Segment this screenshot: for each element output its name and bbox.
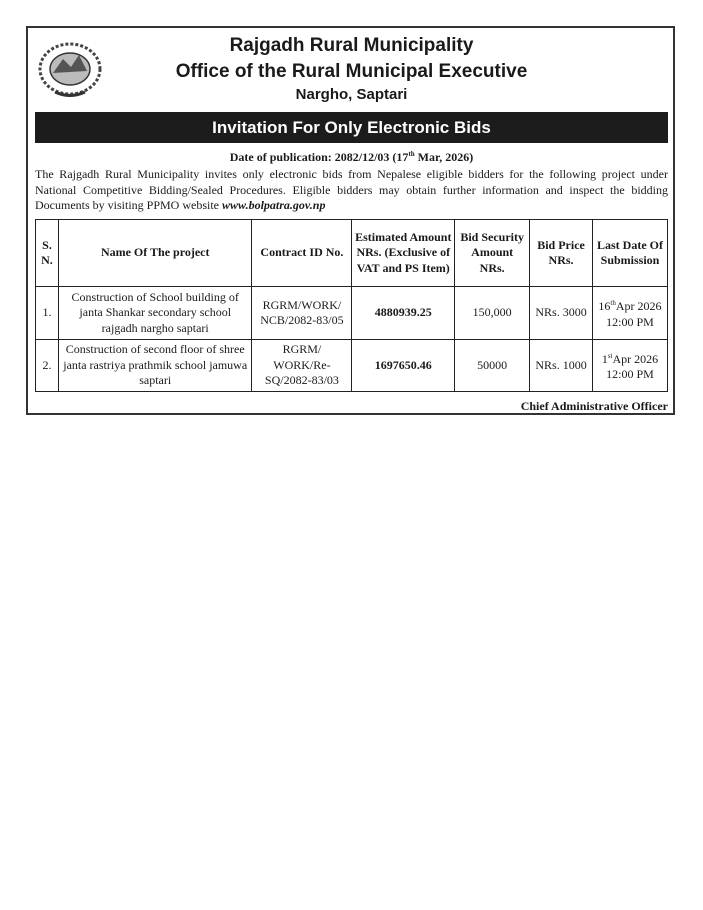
cell-security: 50000 [455, 340, 530, 392]
cell-sn: 2. [36, 340, 59, 392]
header-bid-price: Bid Price NRs. [530, 220, 593, 287]
bids-table [35, 219, 668, 392]
table-header-row [36, 220, 668, 287]
cell-contract-id: RGRM/WORK/ NCB/2082-83/05 [252, 287, 352, 340]
header-project-name: Name Of The project [58, 220, 252, 287]
office-location: Nargho, Saptari [295, 86, 408, 103]
notice-title-banner: Invitation For Only Electronic Bids [35, 112, 668, 143]
cell-contract-id: RGRM/ WORK/Re-SQ/2082-83/03 [252, 340, 352, 392]
table-row [36, 287, 668, 340]
website-link[interactable]: www.bolpatra.gov.np [222, 198, 326, 212]
header-last-date: Last Date Of Submission [592, 220, 667, 287]
cell-project-name: Construction of School building of janta Shankar secondary school rajgadh nargho saptari [58, 287, 252, 340]
header-bid-security: Bid Security Amount NRs. [455, 220, 530, 287]
cell-last-date: 16thApr 2026 12:00 PM [592, 287, 667, 340]
intro-paragraph: The Rajgadh Rural Municipality invites only electronic bids from Nepalese eligible bidders for the following project under National Competitive Bidding/Sealed Procedures. Eligible bidders may obtain further information and inspect the bidding Documents by visiting PPMO website www.bolpatra.gov.np [35, 167, 668, 212]
municipality-name: Rajgadh Rural Municipality [229, 35, 474, 56]
cell-last-date: 1stApr 2026 12:00 PM [592, 340, 667, 392]
cell-price: NRs. 1000 [530, 340, 593, 392]
signatory: Chief Administrative Officer [520, 399, 668, 413]
header-sn: S. N. [36, 220, 59, 287]
header-contract-id: Contract ID No. [252, 220, 352, 287]
cell-security: 150,000 [455, 287, 530, 340]
header-estimated-amount: Estimated Amount NRs. (Exclusive of VAT and PS Item) [352, 220, 455, 287]
publication-date: Date of publication: 2082/12/03 (17th Mar, 2026) [229, 150, 474, 164]
table-row [36, 340, 668, 392]
cell-project-name: Construction of second floor of shree janta rastriya prathmik school jamuwa saptari [58, 340, 252, 392]
cell-estimate: 4880939.25 [352, 287, 455, 340]
cell-estimate: 1697650.46 [352, 340, 455, 392]
office-name: Office of the Rural Municipal Executive [175, 61, 528, 82]
cell-sn: 1. [36, 287, 59, 340]
cell-price: NRs. 3000 [530, 287, 593, 340]
